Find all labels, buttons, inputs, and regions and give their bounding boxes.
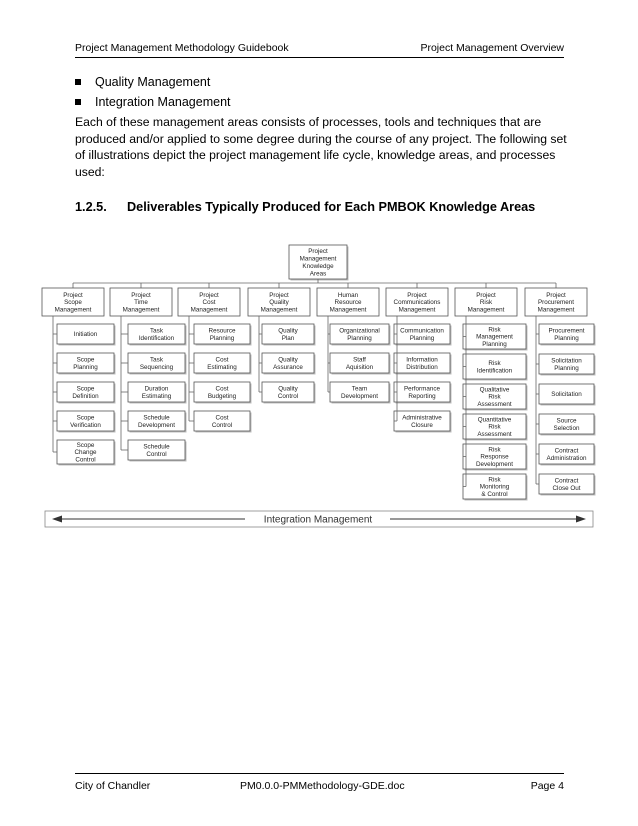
process-box-label: & Control — [481, 491, 508, 499]
process-box-label: Duration — [144, 385, 169, 393]
page-footer — [75, 773, 564, 792]
knowledge-area-box-label: Procurement — [537, 299, 575, 307]
process-box-label: Change — [74, 449, 97, 457]
process-box-label: Task — [150, 356, 163, 364]
process-box-label: Assessment — [477, 431, 512, 439]
process-box-label: Planning — [554, 364, 579, 372]
process-box-label: Control — [277, 392, 299, 400]
knowledge-area-box-label: Management — [537, 306, 575, 314]
footer-page-number: Page 4 — [530, 780, 564, 792]
process-box-label: Definition — [72, 392, 99, 400]
process-box-label: Team — [351, 385, 368, 393]
process-box-label: Estimating — [207, 363, 237, 371]
process-box-label: Planning — [482, 341, 507, 349]
process-box-label: Planning — [73, 363, 98, 371]
knowledge-area-box-label: Project — [407, 291, 427, 299]
process-box-label: Resource — [208, 327, 236, 335]
process-box-label: Communication — [400, 327, 444, 335]
process-box-label: Distribution — [406, 363, 438, 371]
knowledge-area-box-label: Project — [199, 291, 219, 299]
process-box-label: Development — [340, 392, 379, 400]
knowledge-area-box-label: Management — [122, 306, 160, 314]
process-box-label: Risk — [488, 476, 501, 484]
bullet-text: Quality Management — [95, 75, 211, 89]
knowledge-area-box-label: Quality — [269, 299, 289, 307]
knowledge-area-box-label: Management — [467, 306, 505, 314]
process-box-label: Risk — [488, 393, 501, 401]
process-box-label: Budgeting — [207, 392, 237, 400]
process-box-label: Contract — [554, 447, 579, 455]
process-box-label: Organizational — [339, 327, 380, 335]
process-box-label: Selection — [553, 424, 580, 432]
process-box-label: Estimating — [141, 392, 172, 400]
knowledge-area-box-label: Project — [131, 291, 151, 299]
knowledge-area-box-label: Scope — [64, 299, 82, 307]
process-box-label: Cost — [215, 356, 229, 364]
process-box-label: Risk — [488, 423, 501, 431]
knowledge-area-box-label: Risk — [479, 299, 493, 307]
process-box-label: Solicitation — [551, 391, 582, 399]
root-box-label: Management — [299, 255, 337, 263]
process-box-label: Management — [476, 333, 513, 341]
process-box-label: Procurement — [548, 327, 585, 335]
process-box-label: Development — [137, 421, 176, 429]
process-box-label: Quality — [278, 327, 298, 335]
root-box-label: Areas — [309, 270, 327, 278]
knowledge-area-box-label: Management — [260, 306, 298, 314]
process-box-label: Cost — [215, 385, 229, 393]
process-box-label: Planning — [347, 334, 372, 342]
process-box-label: Contract — [554, 477, 579, 485]
process-box-label: Development — [475, 461, 514, 469]
knowledge-area-box-label: Project — [476, 291, 496, 299]
process-box-label: Planning — [409, 334, 435, 342]
process-box-label: Quality — [278, 356, 298, 364]
process-box-label: Identification — [476, 367, 513, 375]
knowledge-area-box-label: Project — [269, 291, 289, 299]
process-box-label: Scope — [76, 414, 95, 422]
process-box-label: Close Out — [552, 484, 581, 492]
process-box-label: Monitoring — [479, 483, 510, 491]
process-box-label: Cost — [215, 414, 229, 422]
process-box-label: Risk — [488, 326, 501, 334]
process-box-label: Source — [556, 417, 577, 425]
process-box-label: Scope — [76, 385, 95, 393]
process-box-label: Assessment — [477, 401, 512, 409]
footer-organization: City of Chandler — [75, 780, 151, 792]
footer-filename: PM0.0.0-PMMethodology-GDE.doc — [240, 780, 405, 792]
process-box-label: Quality — [278, 385, 298, 393]
body-paragraph: Each of these management areas consists of processes, tools and techniques that are produced and/or applied to some degree during the course of any project. The following set of illustrations depict the project management life cycle, knowledge areas, and processes used: — [75, 115, 567, 179]
process-box-label: Solicitation — [551, 357, 582, 365]
process-box-label: Identification — [138, 334, 175, 342]
root-box-label: Knowledge — [302, 262, 334, 270]
process-box-label: Information — [406, 356, 438, 364]
root-box-label: Project — [308, 248, 328, 256]
knowledge-area-box-label: Time — [134, 299, 148, 307]
process-box-label: Scope — [76, 441, 95, 449]
process-box-label: Schedule — [143, 414, 170, 422]
process-box-label: Response — [480, 453, 509, 461]
process-box-label: Task — [150, 327, 163, 335]
process-box-label: Quantitative — [477, 416, 512, 424]
process-box-label: Administrative — [402, 414, 442, 422]
process-box-label: Risk — [488, 446, 501, 454]
knowledge-area-box-label: Project — [546, 291, 566, 299]
knowledge-area-box-label: Project — [63, 291, 83, 299]
header-title: Project Management Methodology Guidebook — [75, 42, 289, 54]
process-box-label: Assurance — [273, 363, 303, 371]
knowledge-area-box-label: Cost — [202, 299, 216, 307]
integration-label: Integration Management — [263, 514, 373, 526]
bullet-text: Integration Management — [95, 95, 231, 109]
knowledge-area-box-label: Management — [190, 306, 228, 314]
knowledge-area-box-label: Management — [329, 306, 367, 314]
knowledge-area-box-label: Resource — [334, 299, 362, 307]
process-box-label: Performance — [403, 385, 441, 393]
process-box-label: Planning — [209, 334, 235, 342]
process-box-label: Aquisition — [345, 363, 374, 371]
process-box-label: Qualitative — [479, 386, 510, 394]
header-section: Project Management Overview — [420, 42, 564, 54]
process-box-label: Control — [211, 421, 233, 429]
process-box-label: Planning — [554, 334, 579, 342]
process-box-label: Administration — [546, 454, 587, 462]
process-box-label: Scope — [76, 356, 95, 364]
process-box-label: Schedule — [143, 443, 170, 451]
process-box-label: Reporting — [408, 392, 436, 400]
knowledge-area-box-label: Human — [337, 291, 359, 299]
knowledge-area-box-label: Management — [398, 306, 436, 314]
process-box-label: Staff — [353, 356, 366, 364]
knowledge-area-box-label: Management — [54, 306, 92, 314]
process-box-label: Initiation — [73, 331, 98, 339]
section-number: 1.2.5. — [75, 200, 107, 214]
process-box-label: Closure — [411, 421, 433, 429]
process-box-label: Verification — [70, 421, 101, 429]
process-box-label: Control — [75, 456, 96, 464]
process-box-label: Plan — [281, 334, 295, 342]
process-box-label: Sequencing — [139, 363, 174, 371]
section-title: Deliverables Typically Produced for Each PMBOK Knowledge Areas — [127, 200, 536, 214]
process-box-label: Control — [146, 450, 167, 458]
process-box-label: Risk — [488, 360, 501, 367]
knowledge-area-box-label: Communications — [393, 299, 441, 307]
